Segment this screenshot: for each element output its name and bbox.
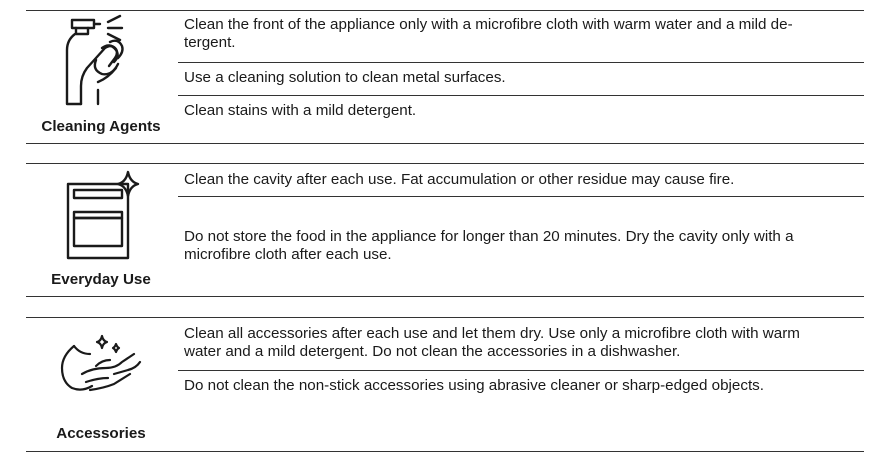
spray-cloth-icon (58, 14, 134, 112)
oven-icon (62, 168, 144, 262)
row-divider (178, 370, 864, 371)
section-label-accessories: Accessories (56, 425, 146, 442)
instruction-text: Do not clean the non-stick accessories using abrasive cleaner or sharp-edged objects. (184, 377, 764, 394)
section-3-top-rule (26, 317, 864, 318)
instruction-text: Clean all accessories after each use and let them dry. Use only a microfibre cloth with warm water and a mild detergent. Do not clean the accessories in a dishwasher. (184, 325, 800, 360)
section-1-bottom-rule (26, 143, 864, 144)
row-divider (178, 62, 864, 63)
section-2-bottom-rule (26, 296, 864, 297)
section-1-top-rule (26, 10, 864, 11)
row-divider (178, 95, 864, 96)
section-label-everyday-use: Everyday Use (51, 271, 151, 288)
instruction-text: Do not store the food in the appliance for longer than 20 minutes. Dry the cavity only with a microfibre cloth after each use. (184, 228, 794, 263)
section-3-bottom-rule (26, 451, 864, 452)
section-2-top-rule (26, 163, 864, 164)
instruction-text: Use a cleaning solution to clean metal surfaces. (184, 69, 506, 86)
instruction-text: Clean the cavity after each use. Fat accumulation or other residue may cause fire. (184, 171, 735, 188)
row-divider (178, 196, 864, 197)
instruction-text: Clean the front of the appliance only with a microfibre cloth with warm water and a mild de- tergent. (184, 16, 793, 51)
instruction-text: Clean stains with a mild detergent. (184, 102, 417, 119)
section-label-cleaning-agents: Cleaning Agents (41, 118, 161, 135)
hand-cloth-sparkle-icon (56, 330, 148, 398)
